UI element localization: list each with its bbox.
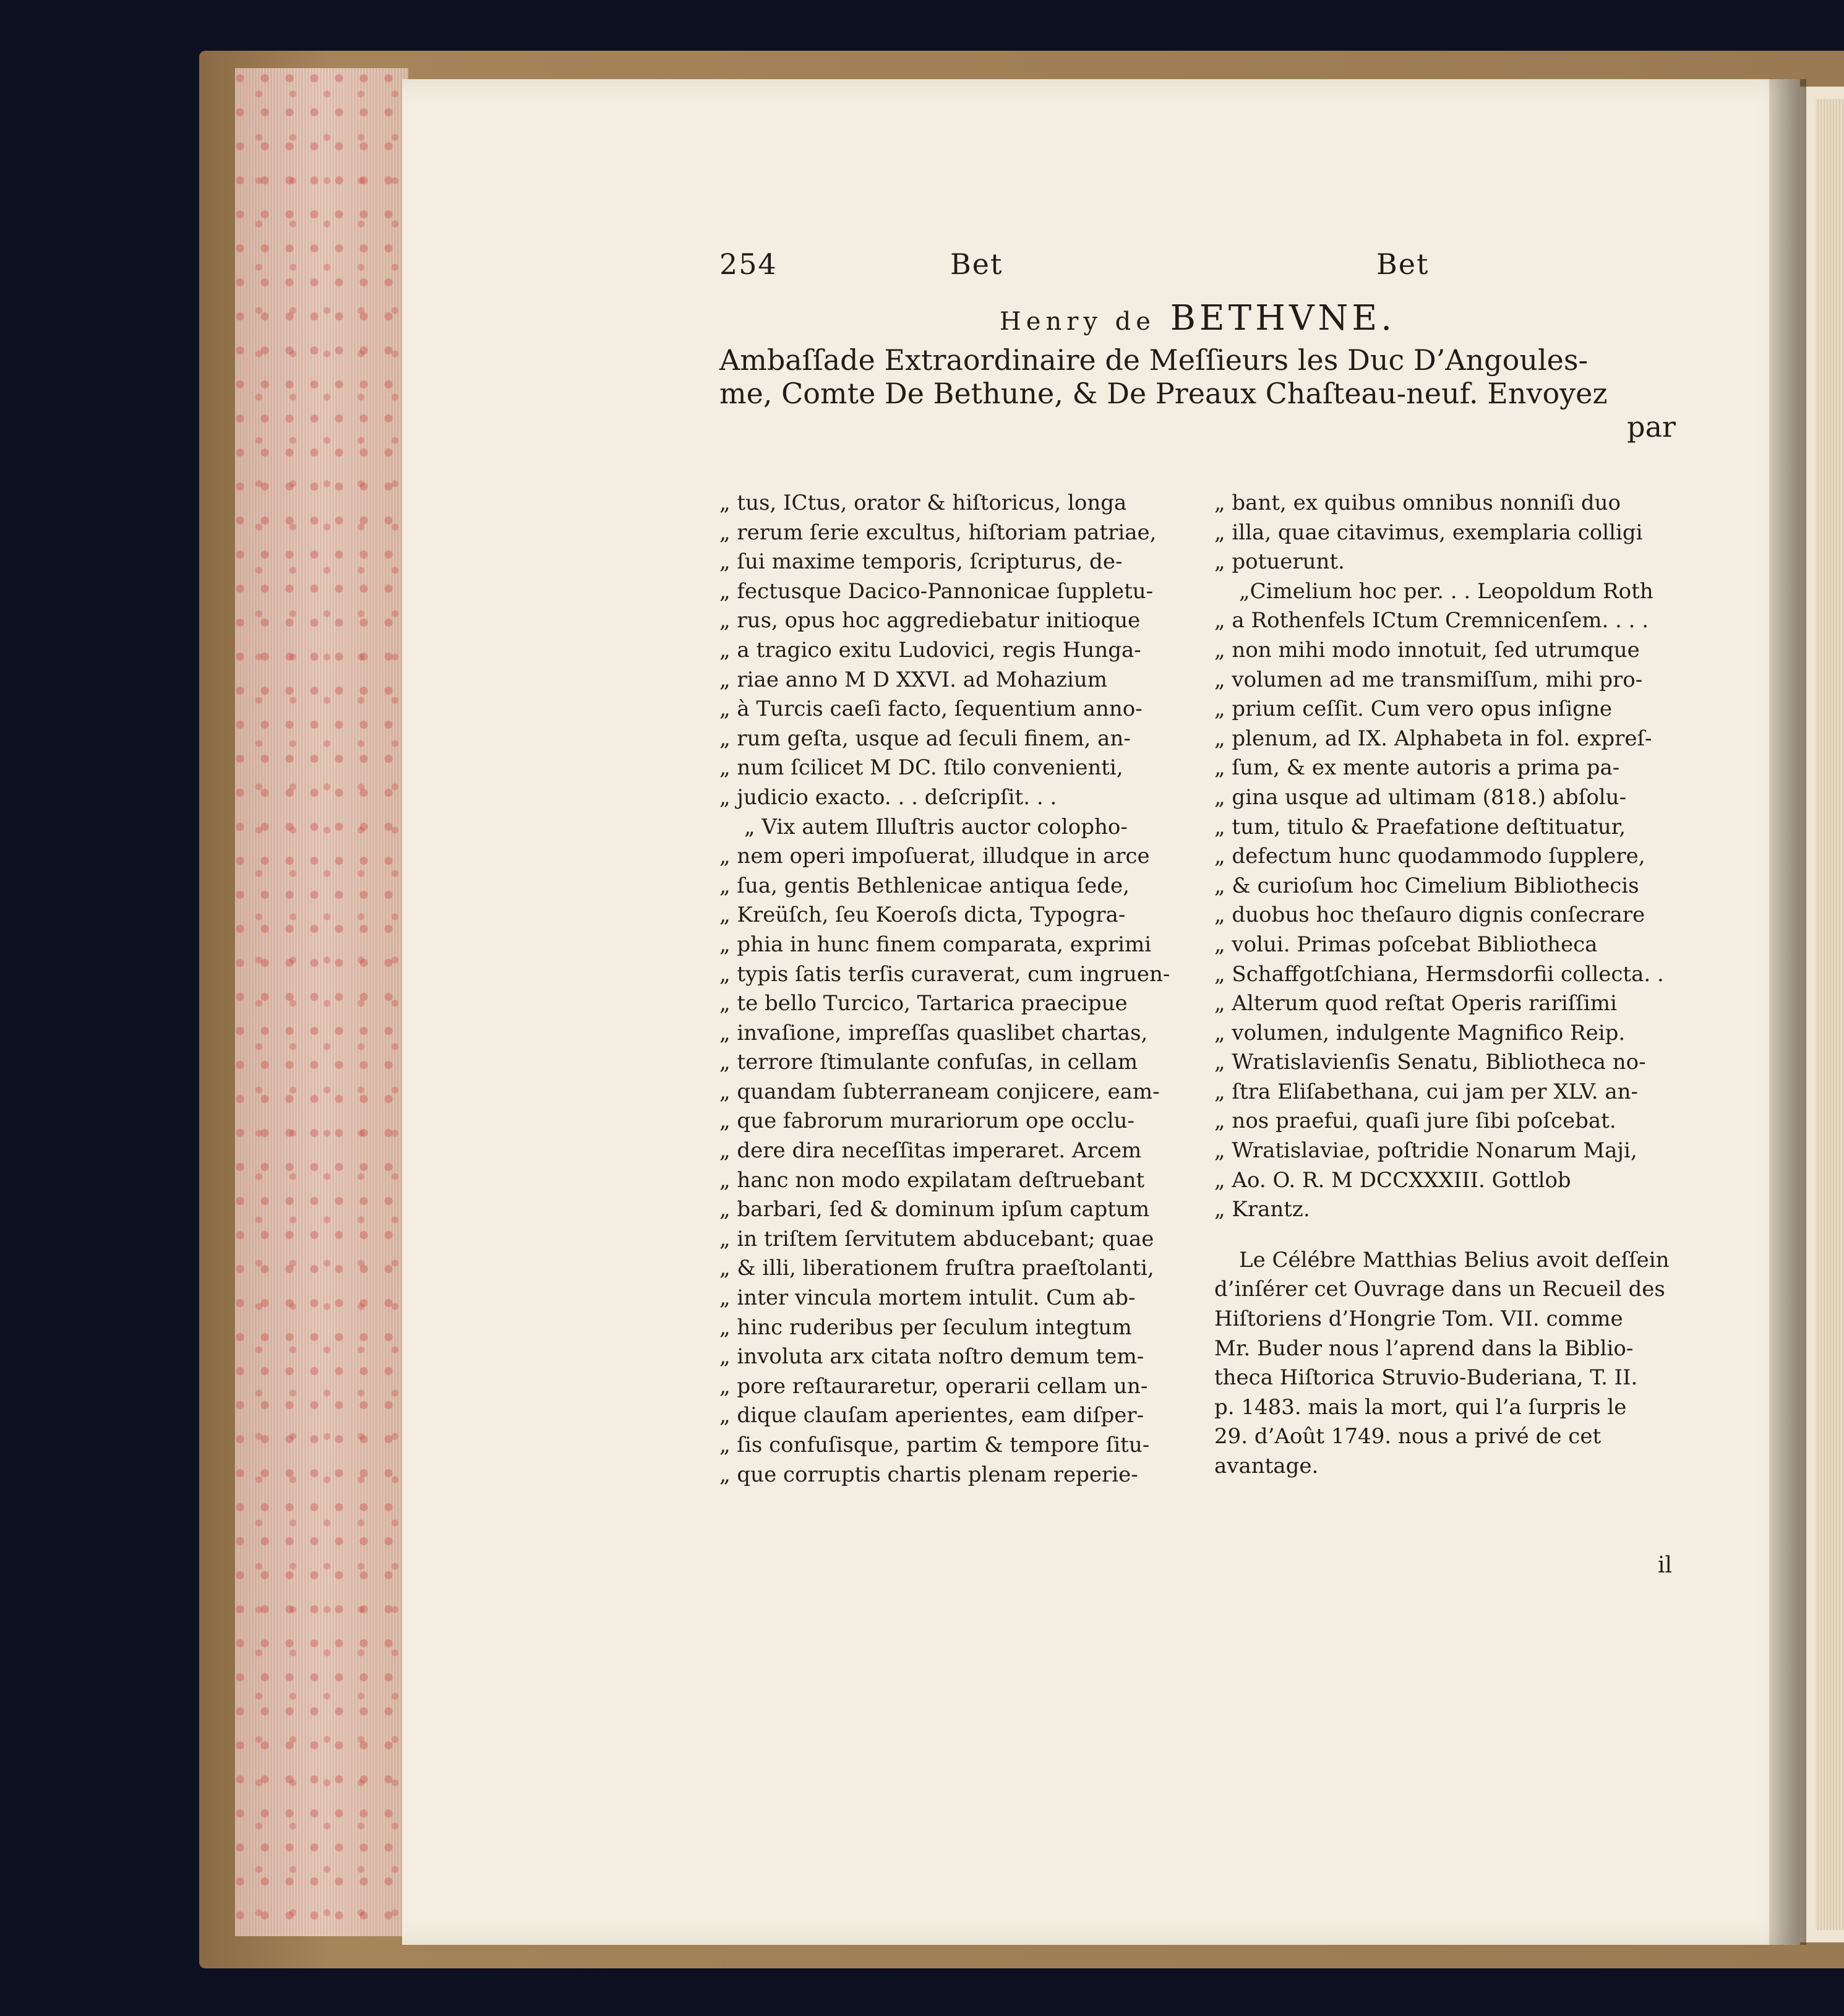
text-line: „ ſum, & ex mente autoris a prima pa- [1214,755,1620,781]
text-line: „ barbari, ſed & dominum ipſum captum [719,1197,1150,1222]
text-line: „ ſis confuſisque, partim & tempore ſitu- [719,1433,1150,1457]
text-line: „ terrore ſtimulante confuſas, in cellam [719,1050,1138,1075]
left-column [719,489,1181,1490]
text-line: „ ſtra Eliſabethana, cui jam per XLV. an- [1214,1079,1638,1104]
entry-title-line: par [1627,410,1676,444]
text-line: „Cimelium hoc per. . . Leopoldum Roth [1239,578,1653,604]
text-line: „ riae anno M D XXVI. ad Mohazium [719,667,1108,692]
running-head-right: Bet [1376,247,1430,281]
text-line: „ invaſione, impreſſas quaslibet chartas, [719,1020,1148,1045]
text-line: „ involuta arx citata noſtro demum tem- [719,1344,1144,1370]
catchword: il [1658,1553,1673,1578]
text-line: „ Vix autem Illuſtris auctor colopho- [744,814,1128,839]
page-gutter [1769,79,1806,1945]
entry-title-line: me, Comte De Bethune, & De Preaux Chaſteau-neuf. Envoyez [719,377,1608,410]
text-line: avantage. [1214,1454,1319,1478]
text-line: d’inſérer cet Ouvrage dans un Recueil des [1214,1277,1665,1302]
text-line: „ que corruptis chartis plenam reperie- [719,1462,1138,1487]
text-line: „ dique clauſam aperientes, eam diſper- [719,1403,1144,1428]
text-line: „ phia in hunc finem comparata, exprimi [719,932,1152,957]
entry-heading-name: BETHVNE. [1170,298,1396,338]
text-line: „ in triſtem ſervitutem abducebant; quae [719,1226,1154,1251]
text-line: „ hinc ruderibus per ſeculum integtum [719,1315,1132,1340]
text-line: „ te bello Turcico, Tartarica praecipue [719,991,1128,1016]
text-line: 29. d’Août 1749. nous a privé de cet [1214,1424,1602,1449]
text-line: „ & illi, liberationem fruſtra praeſtolanti, [719,1256,1154,1281]
text-line: „ Kreüſch, ſeu Koeroſs dicta, Typogra- [719,903,1126,928]
text-line: „ quandam ſubterraneam conjicere, eam- [719,1079,1160,1104]
paragraph-gap [1214,1225,1676,1246]
text-line: „ plenum, ad IX. Alphabeta in fol. expreſ- [1214,726,1652,751]
text-line: „ volui. Primas poſcebat Bibliotheca [1214,932,1598,957]
entry-heading [719,298,1676,338]
text-line: „ à Turcis caeſi facto, ſequentium anno- [719,697,1143,722]
text-line: „ fectusque Dacico-Pannonicae ſuppletu- [719,578,1154,604]
text-line: „ non mihi modo innotuit, ſed utrumque [1214,637,1640,663]
text-line: Hiſtoriens d’Hongrie Tom. VII. comme [1214,1306,1623,1332]
text-line: „ tum, titulo & Praefatione deſtituatur, [1214,814,1626,839]
text-line: „ duobus hoc theſauro dignis conſecrare [1214,903,1645,928]
text-line: „ volumen ad me transmiſſum, mihi pro- [1214,667,1643,692]
entry-heading-prefix: Henry de [999,307,1156,336]
text-line: „ prium ceſſit. Cum vero opus inſigne [1214,697,1612,722]
text-line: „ a tragico exitu Ludovici, regis Hunga- [719,637,1141,663]
page-edges [235,68,408,1936]
text-line: p. 1483. mais la mort, qui l’a ſurpris le [1214,1394,1627,1420]
text-line: „ judicio exacto. . . deſcripſit. . . [719,784,1057,810]
text-line: „ a Rothenfels ICtum Cremnicenſem. . . . [1214,608,1649,633]
text-line: „ Schaffgotſchiana, Hermsdorfii collecta. . [1214,961,1664,987]
text-line: „ num ſcilicet M DC. ſtilo convenienti, [719,755,1123,781]
text-line: „ que fabrorum murariorum ope occlu- [719,1109,1134,1134]
text-line: „ illa, quae citavimus, exemplaria colligi [1214,520,1643,545]
text-line: „ bant, ex quibus omnibus nonniſi duo [1214,491,1621,515]
right-column [1214,489,1676,1482]
text-line: „ inter vincula mortem intulit. Cum ab- [719,1285,1136,1311]
text-line: „ ſua, gentis Bethlenicae antiqua ſede, [719,873,1130,898]
text-line: Mr. Buder nous l’aprend dans la Biblio- [1214,1336,1634,1361]
text-line: „ Ao. O. R. M DCCXXXIII. Gottlob [1214,1167,1571,1193]
text-line: „ potuerunt. [1214,549,1345,575]
running-head-left: Bet [950,247,1003,281]
text-line: „ tus, ICtus, orator & hiſtoricus, longa [719,491,1127,515]
text-line: „ rus, opus hoc aggrediebatur initioque [719,608,1141,633]
text-line: „ Wratislavienſis Senatu, Bibliotheca no- [1214,1050,1646,1075]
text-line: theca Hiſtorica Struvio-Buderiana, T. II. [1214,1365,1638,1391]
page-number: 254 [719,247,778,281]
text-line: „ defectum hunc quodammodo ſupplere, [1214,844,1645,869]
text-line: „ typis ſatis terſis curaverat, cum ingruen- [719,961,1170,987]
text-line: „ Wratislaviae, poſtridie Nonarum Maji, [1214,1138,1637,1164]
text-line: „ hanc non modo expilatam deſtruebant [719,1167,1145,1193]
text-line: „ pore reſtauraretur, operarii cellam un- [719,1373,1148,1399]
entry-title-line: Ambaſſade Extraordinaire de Meſſieurs les Duc D’Angoules- [719,343,1589,377]
text-line: „ nem operi impoſuerat, illudque in arce [719,844,1150,869]
text-line: „ nos praefui, quaſi jure ſibi poſcebat. [1214,1109,1616,1134]
text-line: „ Alterum quod reſtat Operis rariſſimi [1214,991,1617,1016]
text-line: „ gina usque ad ultimam (818.) abſolu- [1214,784,1627,810]
facing-page-edges [1816,99,1844,1930]
text-line: „ rerum ſerie excultus, hiſtoriam patriae, [719,520,1157,545]
text-line: „ & curioſum hoc Cimelium Bibliothecis [1214,873,1639,898]
text-line: „ ſui maxime temporis, ſcripturus, de- [719,549,1123,575]
text-line: Le Célébre Matthias Belius avoit deſſein [1239,1247,1670,1272]
text-line: „ Krantz. [1214,1197,1310,1222]
text-line: „ volumen, indulgente Magnifico Reip. [1214,1020,1626,1045]
entry-title [719,343,1676,444]
text-line: „ rum geſta, usque ad ſeculi finem, an- [719,726,1131,751]
text-line: „ dere dira neceſſitas imperaret. Arcem [719,1138,1142,1164]
